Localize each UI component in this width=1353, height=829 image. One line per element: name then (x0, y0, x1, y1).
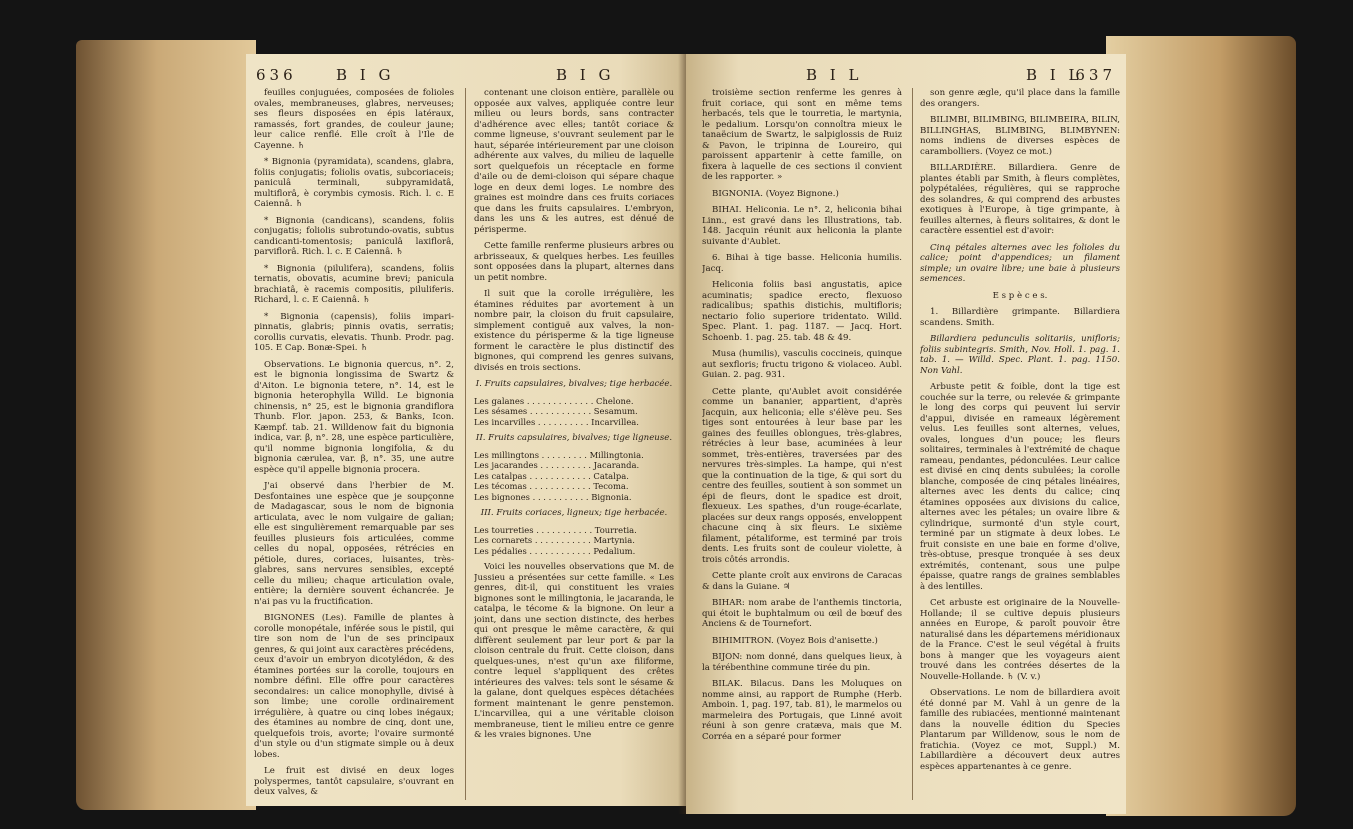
paragraph: BIGNONIA. (Voyez Bignone.) (712, 188, 839, 199)
page-number: 636 (256, 66, 297, 84)
genus-list-item: Les catalpas . . . . . . . . . . . . Catalpa. (474, 470, 629, 481)
paragraph: Cet arbuste est originaire de la Nouvelle-Hollande; il se cultive depuis plusieurs années en Europe, & paroît pouvoir être naturalisé dans les départemens méridionaux de la France. C'est le seul végétal à fruits bons à manger que les voyageurs aient trouvé dans les contrées désertes de la Nouvelle-Hollande. ♄ (V. v.) (920, 598, 1120, 682)
paragraph: Observations. Le bignonia quercus, n°. 2, est le bignonia longissima de Swartz & d'Aiton. Le bignonia tetere, n°. 14, est le bignonia heterophylla Willd. Le bignonia chinensis, n° 25, est le bignonia grandiflora Thunb. Flor. japon. 253, & Banks, Icon. Kæmpf. tab. 21. Willdenow fait du bignonia indica, var. β, n°. 28, une espèce particulière, qu'il nomme bignonia longifolia, & du bignonia cærulea, var. β, n°. 35, une autre espèce qu'il appelle bignonia procera. (254, 359, 454, 475)
paragraph: Cette famille renferme plusieurs arbres ou arbrisseaux, & quelques herbes. Les feuilles sont opposées dans la plupart, alternes dans un petit nombre. (474, 241, 674, 283)
genus-list-item: Les pédalies . . . . . . . . . . . . Pedalium. (474, 545, 636, 556)
paragraph: Le fruit est divisé en deux loges polyspermes, tantôt capsulaire, s'ouvrant en deux valves, & (254, 766, 454, 797)
genus-list-item: Les cornarets . . . . . . . . . . . Martynia. (474, 535, 635, 545)
paragraph: Musa (humilis), vasculis coccineis, quinque aut sexfloris; fructu trigono & violaceo. Aubl. Guian. 2. pag. 931. (702, 349, 902, 380)
paragraph: BILAK. Bilacus. Dans les Moluques on nomme ainsi, au rapport de Rumphe (Herb. Amboin. 1, pag. 197, tab. 81), le marmelos ou marmeleira des Portugais, que Linné avoit réuni à son genre cratæva, mais que M. Corréa en a séparé pour former (702, 679, 902, 742)
page-number: 637 (1075, 66, 1116, 84)
running-head-left: B I G (336, 66, 395, 84)
genus-list-item: Les tourreties . . . . . . . . . . . Tourretia. (474, 524, 637, 535)
left-column-2 (474, 88, 674, 800)
genus-list-item: Les millingtons . . . . . . . . . Millingtonia. (474, 449, 644, 460)
column-rule (912, 88, 913, 800)
paragraph: feuilles conjuguées, composées de folioles ovales, membraneuses, glabres, nerveuses; ses fleurs disposées en épis latéraux, ramassés, fort grandes, de couleur jaune; leur calice renflé. Elle croît à l'Ile de Cayenne. ♄ (254, 88, 454, 151)
paragraph: * Bignonia (candicans), scandens, foliis conjugatis; foliolis subrotundo-ovatis, subtus candicanti-tomentosis; paniculâ laxiflorâ, parviflorâ. Rich. l. c. E Caiennâ. ♄ (254, 215, 454, 257)
paragraph: J'ai observé dans l'herbier de M. Desfontaines une espèce que je soupçonne de Madagascar, sous le nom de bignonia articulata, avec le nom vulgaire de galian; elle est singulièrement remarquable par ses feuilles plusieurs fois articulées, comme celles du nopal, opposées, rétrécies en pétiole, dures, coriaces, luisantes, très-glabres, sans nervures sensibles, excepté celle du milieu; chaque articulation ovale, entière; la dernière souvent échancrée. Je n'ai pas vu la fructification. (254, 481, 454, 607)
paragraph: * Bignonia (capensis), foliis impari-pinnatis, glabris; pinnis ovatis, serratis; corollis curvatis, elevatis. Thunb. Prodr. pag. 105. E Cap. Bonæ-Spei. ♄ (254, 311, 454, 353)
paragraph: BIHAR: nom arabe de l'anthemis tinctoria, qui étoit le buphtalmum ou œil de bœuf des Anciens & de Tournefort. (702, 598, 902, 629)
right-running-head (696, 66, 1116, 88)
paragraph: 6. Bihai à tige basse. Heliconia humilis. Jacq. (702, 253, 902, 274)
running-head-left: B I L (806, 66, 863, 84)
paragraph: troisième section renferme les genres à fruit coriace, qui sont en même tems herbacés, tels que le tourretia, le martynia, le pedalium. Lorsqu'on connoîtra mieux le tanaëcium de Swartz, le salpiglossis de Ruiz & Pavon, le tripinna de Loureiro, qui paroissent appartenir à cette famille, on fixera à laquelle de ces sections il convient de les rapporter. » (702, 88, 902, 182)
running-head-right: B I G (556, 66, 615, 84)
section-title: I. Fruits capsulaires, bivalves; tige herbacée. (475, 379, 673, 389)
running-head-right: B I L (1026, 66, 1083, 84)
paragraph: BILLARDIÈRE. Billardiera. Genre de plantes établi par Smith, à fleurs complètes, polypétalées, régulières, qui se rapproche des solandres, & qui comprend des arbustes exotiques à l'Europe, à tige grimpante, à feuilles alternes, à fleurs solitaires, & dont le caractère essentiel est d'avoir: (920, 163, 1120, 236)
genus-list-item: Les galanes . . . . . . . . . . . . . Chelone. (474, 395, 634, 406)
column-rule (465, 88, 466, 800)
section-title: III. Fruits coriaces, ligneux; tige herbacée. (480, 508, 668, 518)
paragraph: 1. Billardière grimpante. Billardiera scandens. Smith. (920, 307, 1120, 328)
paragraph: BILIMBI, BILIMBING, BILIMBEIRA, BILIN, BILLINGHAS, BLIMBING, BLIMBYNEN: noms indiens de diverses espèces de carambolliers. (Voyez ce mot.) (920, 115, 1120, 157)
genus-list-item: Les sésames . . . . . . . . . . . . Sesamum. (474, 406, 638, 416)
paragraph: Il suit que la corolle irrégulière, les étamines réduites par avortement à un nombre pair, la cloison du fruit capsulaire, simplement contiguë aux valves, la non-existence du périsperme & la tige ligneuse forment le caractère le plus distinctif des bignones, qui comprend les genres suivans, divisés en trois sections. (474, 289, 674, 373)
paragraph: contenant une cloison entière, parallèle ou opposée aux valves, appliquée contre leur milieu ou leurs bords, sans contracter d'adhérence avec elles; tantôt coriace & comme ligneuse, s'ouvrant seulement par le haut, séparée intérieurement par une cloison adhérente aux valves, du milieu de laquelle sort quelquefois un réceptacle en forme d'aile ou de demi-cloison qui sépare chaque loge en deux demi loges. Le nombre des graines est moindre dans ces fruits coriaces que dans les fruits capsulaires. L'embryon, dans les uns & les autres, est dénué de périsperme. (474, 88, 674, 235)
right-page-block-edge (1106, 36, 1296, 816)
section-title: E s p è c e s. (992, 290, 1048, 301)
left-page-block-edge (76, 40, 256, 810)
paragraph: Billardiera pedunculis solitariis, unifloris; foliis subintegris. Smith, Nov. Holl. 1. pag. 1. tab. 1. — Willd. Spec. Plant. 1. pag. 1150. Non Vahl. (920, 334, 1120, 376)
genus-list-item: Les técomas . . . . . . . . . . . . Tecoma. (474, 481, 629, 491)
paragraph: BIHIMITRON. (Voyez Bois d'anisette.) (712, 635, 878, 646)
right-column-2 (920, 88, 1120, 800)
paragraph: BIJON: nom donné, dans quelques lieux, à la térébenthine commune tirée du pin. (702, 652, 902, 673)
paragraph: son genre ægle, qu'il place dans la famille des orangers. (920, 88, 1120, 109)
paragraph: Cette plante, qu'Aublet avoit considérée comme un bananier, appartient, d'après Jacquin, aux heliconia; elle s'élève peu. Ses tiges sont entourées à leur base par les gaines des feuilles oblongues, très-glabres, rétrécies à leur base, acuminées à leur sommet, très-entières, traversées par des nervures très-simples. La hampe, qui n'est que la continuation de la tige, & qui sort du centre des feuilles, soutient à son sommet un épi de fleurs, dont le spadice est droit, flexueux. Les spathes, d'un rouge-écarlate, placées sur deux rangs opposés, enveloppent chacune cinq à six fleurs. Le sixième filament, pétaliforme, est terminé par trois dents. Les fruits sont de couleur violette, à trois côtés arrondis. (702, 386, 902, 565)
open-book (6, 8, 1347, 823)
left-column-1 (254, 88, 454, 800)
section-title: II. Fruits capsulaires, bivalves; tige ligneuse. (475, 433, 673, 443)
paragraph: BIHAI. Heliconia. Le n°. 2, heliconia bihai Linn., est gravé dans les Illustrations, tab. 148. Jacquin réunit aux heliconia la plante suivante d'Aublet. (702, 205, 902, 247)
paragraph: * Bignonia (pilulifera), scandens, foliis ternatis, obovatis, acumine brevi; panicula brachiatâ, è racemis compositis, piluliferis. Richard, l. c. E Caiennâ. ♄ (254, 263, 454, 305)
genus-list-item: Les bignones . . . . . . . . . . . Bignonia. (474, 491, 632, 502)
paragraph: Cette plante croît aux environs de Caracas & dans la Guiane. ♃ (702, 571, 902, 592)
paragraph: BIGNONES (Les). Famille de plantes à corolle monopétale, inférée sous le pistil, qui tire son nom de l'un de ses principaux genres, & qui joint aux caractères précédens, ceux d'avoir un embryon dicotylédon, & des étamines portées sur la corolle, toujours en nombre défini. Elle offre pour caractères secondaires: un calice monophylle, divisé à son limbe; une corolle ordinairement irrégulière, à quatre ou cinq lobes inégaux; des étamines au nombre de cinq, dont une, quelquefois trois, avorte; l'ovaire surmonté d'un style ou d'un stigmate simple ou à deux lobes. (254, 613, 454, 760)
genus-list-item: Les incarvilles . . . . . . . . . . Incarvillea. (474, 416, 639, 427)
left-running-head (256, 66, 676, 88)
left-page (246, 54, 686, 806)
paragraph: Arbuste petit & foible, dont la tige est couchée sur la terre, ou relevée & grimpante le long des corps qui peuvent lui servir d'appui, divisée en rameaux légèrement velus. Les feuilles sont alternes, velues, ovales, longues d'un pouce; les fleurs solitaires, terminales à l'extrémité de chaque rameau, pendantes, pédonculées. Leur calice est divisé en cinq dents subulées; la corolle blanche, composée de cinq pétales linéaires, alternes avec les dents du calice; cinq étamines opposées aux divisions du calice, alternes avec les pétales; un ovaire libre & cylindrique, surmonté d'un style court, terminé par un stigmate à deux lobes. Le fruit consiste en une baie en forme d'olive, très-obtuse, presque tronquée à ses deux extrémités, contenant, sous une pulpe épaisse, quatre rangs de graines semblables à des lentilles. (920, 382, 1120, 592)
paragraph: Heliconia foliis basi angustatis, apice acuminatis; spadice erecto, flexuoso radicalibus; spathis distichis, multifloris; nectario folio superiore tridentato. Willd. Spec. Plant. 1. pag. 1187. — Jacq. Hort. Schoenb. 1. pag. 25. tab. 48 & 49. (702, 280, 902, 343)
paragraph: Observations. Le nom de billardiera avoit été donné par M. Vahl à un genre de la famille des rubiacées, mentionné maintenant dans la nouvelle édition du Species Plantarum par Willdenow, sous le nom de fratichia. (Voyez ce mot, Suppl.) M. Labillardière a découvert deux autres espèces appartenantes à ce genre. (920, 688, 1120, 772)
right-column-1 (702, 88, 902, 800)
paragraph: Cinq pétales alternes avec les folioles du calice; point d'appendices; un filament simple; un ovaire libre; une baie à plusieurs semences. (920, 242, 1120, 284)
paragraph: * Bignonia (pyramidata), scandens, glabra, foliis conjugatis; foliolis ovatis, subcoriaceis; paniculâ terminali, subpyramidatâ, multiflorâ, è corymbis cymosis. Rich. l. c. E Caiennâ. ♄ (254, 157, 454, 209)
right-page (686, 54, 1126, 814)
genus-list-item: Les jacarandes . . . . . . . . . . Jacaranda. (474, 460, 640, 470)
paragraph: Voici les nouvelles observations que M. de Jussieu a présentées sur cette famille. « Les genres, dit-il, qui constituent les vraies bignones sont le millingtonia, le jacaranda, le catalpa, le técome & la bignone. On leur a joint, dans une section distincte, des herbes qui ont presque le même caractère, & qui diffèrent seulement par leur port & par la cloison centrale du fruit. Cette cloison, dans quelques-unes, n'est qu'un axe filiforme, contre lequel s'appliquent des crêtes intérieures des valves: tels sont le sésame & la galane, dont quelques espèces détachées forment maintenant le genre penstemon. L'incarvillea, qui a une véritable cloison membraneuse, tient le milieu entre ce genre & les vraies bignones. Une (474, 562, 674, 740)
